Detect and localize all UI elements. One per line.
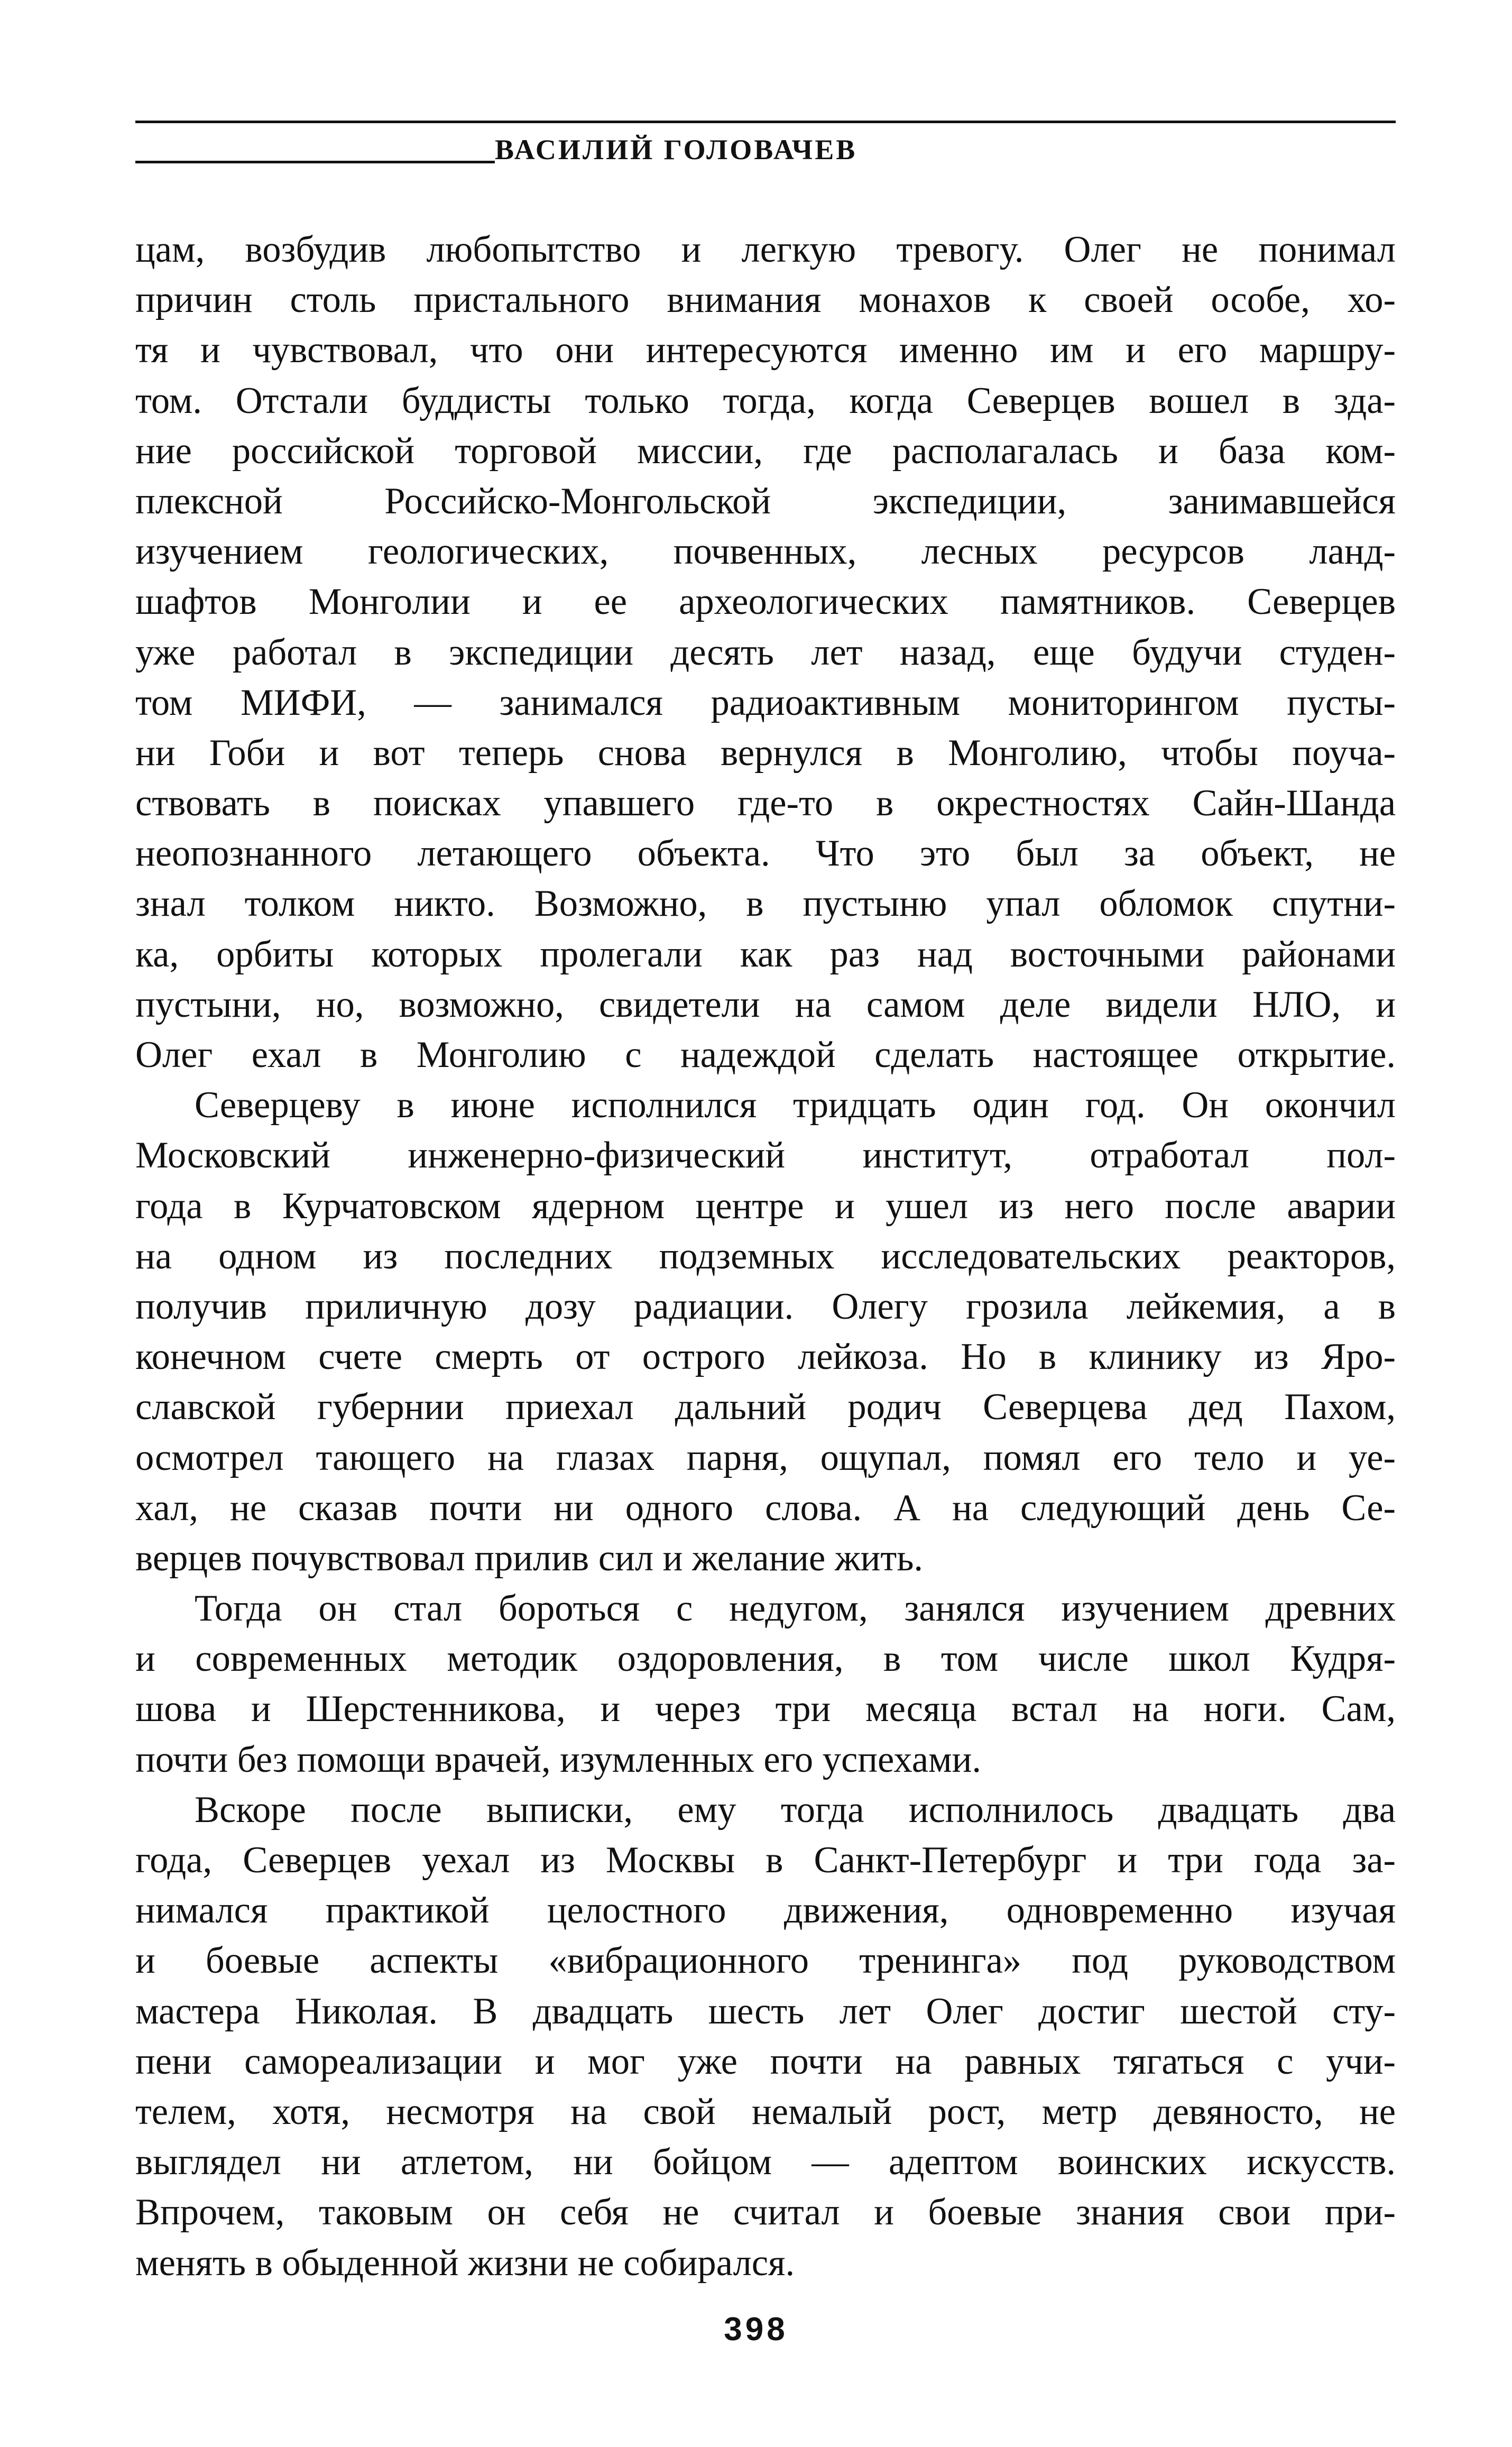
text-line: года в Курчатовском ядерном центре и ушел из него после аварии bbox=[135, 1185, 1396, 1227]
header-top-rule bbox=[135, 121, 1396, 123]
text-line: выглядел ни атлетом, ни бойцом — адептом воинских искусств. bbox=[135, 2141, 1396, 2183]
running-header bbox=[135, 121, 1396, 168]
text-line: Впрочем, таковым он себя не считал и боевые знания свои при- bbox=[135, 2192, 1396, 2233]
text-line: шафтов Монголии и ее археологических памятников. Северцев bbox=[135, 581, 1396, 623]
text-line: цам, возбудив любопытство и легкую тревогу. Олег не понимал bbox=[135, 229, 1396, 270]
text-line: пустыни, но, возможно, свидетели на самом деле видели НЛО, и bbox=[135, 983, 1396, 1025]
body-text bbox=[135, 225, 1396, 2288]
text-line: уже работал в экспедиции десять лет назад, еще будучи студен- bbox=[135, 631, 1396, 673]
paragraph-last-line: верцев почувствовал прилив сил и желание жить. bbox=[135, 1537, 923, 1579]
text-line: хал, не сказав почти ни одного слова. А на следующий день Се- bbox=[135, 1487, 1396, 1529]
paragraph-first-line: Вскоре после выписки, ему тогда исполнилось двадцать два bbox=[195, 1789, 1396, 1830]
running-title: ВАСИЛИЙ ГОЛОВАЧЕВ bbox=[495, 134, 858, 165]
paragraph-first-line: Северцеву в июне исполнился тридцать один год. Он окончил bbox=[195, 1084, 1396, 1126]
text-line: ствовать в поисках упавшего где-то в окрестностях Сайн-Шанда bbox=[135, 783, 1396, 824]
text-line: шова и Шерстенникова, и через три месяца встал на ноги. Сам, bbox=[135, 1688, 1396, 1730]
text-line: конечном счете смерть от острого лейкоза. Но в клинику из Яро- bbox=[135, 1336, 1396, 1378]
text-line: получив приличную дозу радиации. Олегу грозила лейкемия, а в bbox=[135, 1285, 1396, 1327]
text-line: и современных методик оздоровления, в том числе школ Кудря- bbox=[135, 1638, 1396, 1680]
text-line: нимался практикой целостного движения, одновременно изучая bbox=[135, 1890, 1396, 1931]
text-line: ние российской торговой миссии, где располагалась и база ком- bbox=[135, 430, 1396, 472]
text-line: пени самореализации и мог уже почти на равных тягаться с учи- bbox=[135, 2040, 1396, 2082]
text-line: мастера Николая. В двадцать шесть лет Олег достиг шестой сту- bbox=[135, 1990, 1396, 2032]
text-line: том МИФИ, — занимался радиоактивным мониторингом пусты- bbox=[135, 682, 1396, 723]
text-line: тя и чувствовал, что они интересуются именно им и его маршру- bbox=[135, 329, 1396, 371]
text-line: и боевые аспекты «вибрационного тренинга» под руководством bbox=[135, 1940, 1396, 1982]
page-number: 398 bbox=[724, 2311, 788, 2348]
text-line: славской губернии приехал дальний родич Северцева дед Пахом, bbox=[135, 1386, 1396, 1428]
text-line: ни Гоби и вот теперь снова вернулся в Монголию, чтобы поуча- bbox=[135, 732, 1396, 774]
text-line: плексной Российско-Монгольской экспедиции, занимавшейся bbox=[135, 480, 1396, 522]
text-line: причин столь пристального внимания монахов к своей особе, хо- bbox=[135, 279, 1396, 321]
text-line: ка, орбиты которых пролегали как раз над восточными районами bbox=[135, 933, 1396, 975]
text-line: осмотрел тающего на глазах парня, ощупал, помял его тело и уе- bbox=[135, 1437, 1396, 1478]
text-line: Московский инженерно-физический институт, отработал пол- bbox=[135, 1135, 1396, 1176]
text-line: знал толком никто. Возможно, в пустыню упал обломок спутни- bbox=[135, 883, 1396, 925]
text-line: неопознанного летающего объекта. Что это был за объект, не bbox=[135, 833, 1396, 875]
text-line: Олег ехал в Монголию с надеждой сделать настоящее открытие. bbox=[135, 1034, 1396, 1075]
text-line: на одном из последних подземных исследовательских реакторов, bbox=[135, 1235, 1396, 1277]
paragraph-last-line: менять в обыденной жизни не собирался. bbox=[135, 2242, 795, 2284]
text-line: изучением геологических, почвенных, лесных ресурсов ланд- bbox=[135, 531, 1396, 573]
text-line: года, Северцев уехал из Москвы в Санкт-Петербург и три года за- bbox=[135, 1839, 1396, 1881]
header-left-rule bbox=[135, 161, 495, 163]
text-line: телем, хотя, несмотря на свой немалый рост, метр девяносто, не bbox=[135, 2091, 1396, 2132]
paragraph-first-line: Тогда он стал бороться с недугом, занялся изучением древних bbox=[195, 1588, 1396, 1630]
paragraph-last-line: почти без помощи врачей, изумленных его успехами. bbox=[135, 1738, 981, 1780]
text-line: том. Отстали буддисты только тогда, когда Северцев вошел в зда- bbox=[135, 380, 1396, 421]
